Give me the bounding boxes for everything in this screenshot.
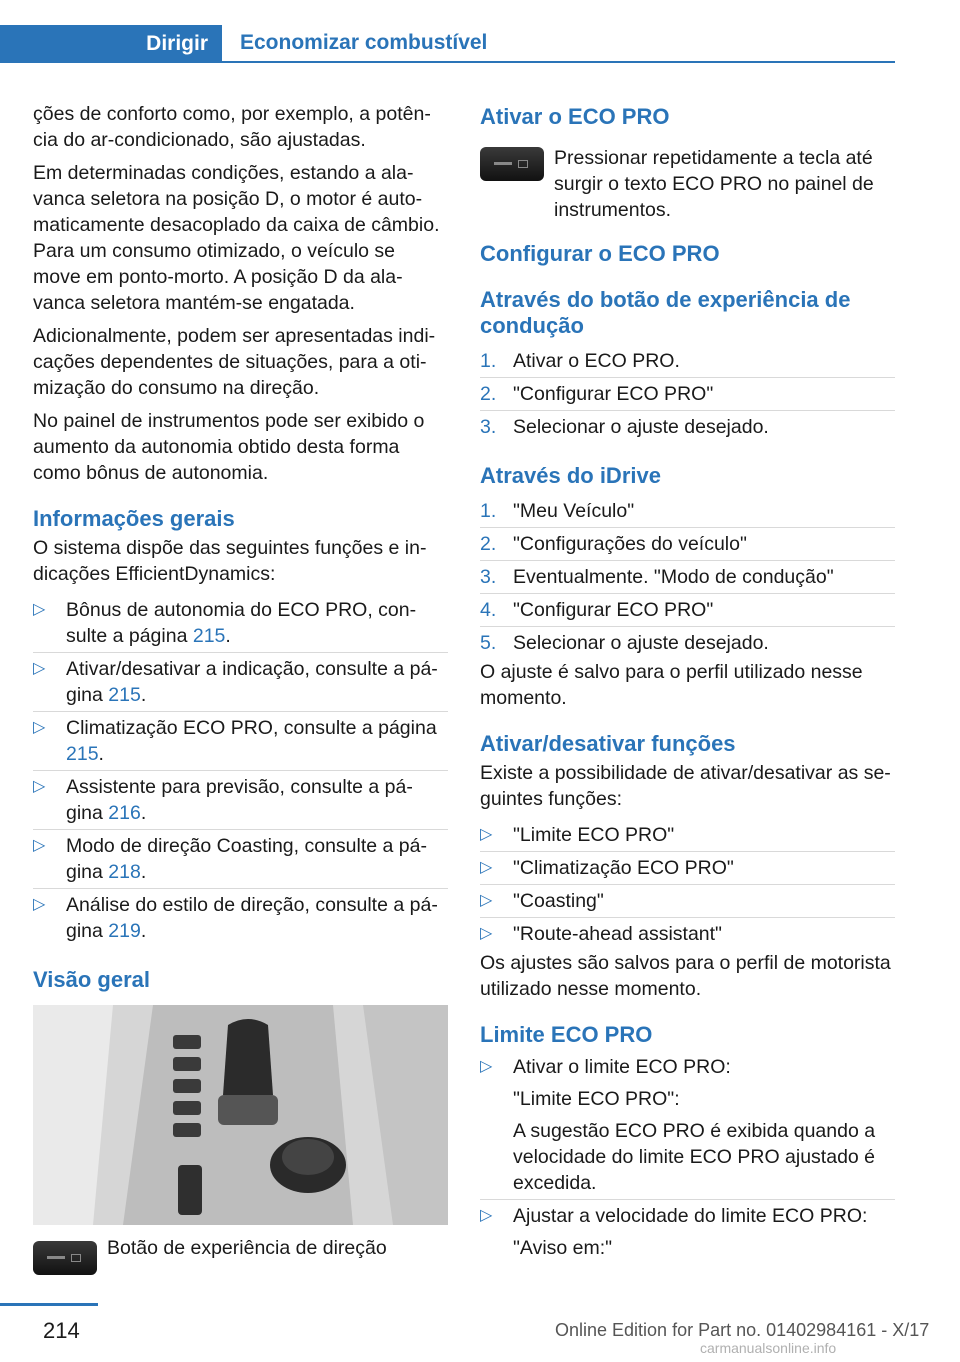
caption-text: Botão de experiência de direção bbox=[107, 1237, 387, 1259]
triangle-bullet-icon: ▷ bbox=[480, 1207, 493, 1224]
heading-botao: Através do botão de experiência de condução bbox=[480, 287, 851, 338]
paragraph: ções de conforto como, por exemplo, a potên‐cia do ar-condicionado, são ajustadas. bbox=[33, 103, 431, 151]
triangle-bullet-icon: ▷ bbox=[480, 1058, 493, 1075]
triangle-bullet-icon: ▷ bbox=[33, 896, 46, 913]
triangle-bullet-icon: ▷ bbox=[480, 826, 493, 843]
triangle-bullet-icon: ▷ bbox=[480, 925, 493, 942]
paragraph: Existe a possibilidade de ativar/desativar as se‐guintes funções: bbox=[480, 762, 891, 810]
heading-funcoes: Ativar/desativar funções bbox=[480, 731, 736, 756]
footer-rule bbox=[0, 1303, 98, 1306]
photo-caption bbox=[33, 1235, 448, 1291]
online-edition: Online Edition for Part no. 01402984161 - X/17 bbox=[555, 1320, 930, 1340]
list-item: 2. "Configurar ECO PRO" bbox=[480, 378, 895, 411]
list-item: 3. Selecionar o ajuste desejado. bbox=[480, 416, 769, 438]
list-item: ▷ "Route-ahead assistant" bbox=[480, 923, 722, 945]
funcoes-list bbox=[480, 819, 895, 950]
watermark: carmanualsonline.info bbox=[700, 1340, 837, 1356]
triangle-bullet-icon: ▷ bbox=[33, 601, 46, 618]
list-item: 4. "Configurar ECO PRO" bbox=[480, 594, 895, 627]
ativar-row bbox=[480, 107, 895, 221]
list-item: 1. "Meu Veículo" bbox=[480, 495, 895, 528]
page-link[interactable]: 215 bbox=[108, 684, 141, 706]
triangle-bullet-icon: ▷ bbox=[33, 837, 46, 854]
list-item: ▷ Climatização ECO PRO, consulte a página 215. bbox=[33, 712, 448, 771]
list-item: 5. Selecionar o ajuste desejado. bbox=[480, 632, 769, 654]
left-column bbox=[33, 101, 448, 1291]
page-number: 214 bbox=[43, 1318, 80, 1343]
list-item: 1. Ativar o ECO PRO. bbox=[480, 345, 895, 378]
list-item: ▷ Ativar/desativar a indicação, consulte a pá‐gina 215. bbox=[33, 653, 448, 712]
driving-experience-button-icon bbox=[33, 1241, 97, 1275]
idrive-steps bbox=[480, 495, 895, 659]
triangle-bullet-icon: ▷ bbox=[33, 719, 46, 736]
triangle-bullet-icon: ▷ bbox=[33, 778, 46, 795]
heading-visao-geral: Visão geral bbox=[33, 967, 150, 992]
list-item: ▷ Modo de direção Coasting, consulte a pá‐gina 218. bbox=[33, 830, 448, 889]
limite-list bbox=[480, 1051, 895, 1264]
triangle-bullet-icon: ▷ bbox=[480, 892, 493, 909]
ativar-text: Pressionar repetidamente a tecla até surgir o texto ECO PRO no painel de instrumentos. bbox=[554, 147, 874, 221]
list-item: ▷ "Coasting" bbox=[480, 885, 895, 918]
right-column bbox=[480, 104, 895, 1264]
paragraph: No painel de instrumentos pode ser exibido o aumento da autonomia obtido desta forma como bônus de autonomia. bbox=[33, 410, 425, 484]
console-photo bbox=[33, 1005, 448, 1225]
triangle-bullet-icon: ▷ bbox=[480, 859, 493, 876]
triangle-bullet-icon: ▷ bbox=[33, 660, 46, 677]
tab-dirigir[interactable]: Dirigir bbox=[0, 25, 222, 63]
page-link[interactable]: 215 bbox=[192, 625, 226, 647]
heading-informacoes: Informações gerais bbox=[33, 506, 235, 531]
list-item: ▷ Análise do estilo de direção, consulte a pá‐gina 219. bbox=[33, 894, 438, 942]
page-link[interactable]: 218 bbox=[108, 861, 141, 883]
heading-ativar-eco-pro: Ativar o ECO PRO bbox=[480, 104, 670, 129]
botao-steps bbox=[480, 345, 895, 443]
list-item: ▷ Ajustar a velocidade do limite ECO PRO: "Aviso em:" bbox=[480, 1205, 868, 1259]
console-illustration bbox=[33, 1005, 448, 1225]
tab-economizar[interactable]: Economizar combustível bbox=[240, 31, 488, 54]
page-link[interactable]: 216 bbox=[108, 802, 141, 824]
paragraph: Adicionalmente, podem ser apresentadas indi‐cações dependentes de situações, para a oti‐mização do consumo na direção. bbox=[33, 325, 436, 399]
list-item: 3. Eventualmente. "Modo de condução" bbox=[480, 561, 895, 594]
list-item: 2. "Configurações do veículo" bbox=[480, 528, 895, 561]
paragraph: Em determinadas condições, estando a ala‐vanca seletora na posição D, o motor é auto‐maticamente desacoplado da caixa de câmbio. Para um consumo otimizado, o veículo se move em ponto-morto. A posição D da ala‐vanca seletora mantém-se engatada. bbox=[33, 162, 440, 314]
list-item: ▷ Ativar o limite ECO PRO: "Limite ECO PRO": A sugestão ECO PRO é exibida quando a velocidade do limite ECO PRO ajustado é excedida. bbox=[480, 1051, 895, 1200]
heading-limite: Limite ECO PRO bbox=[480, 1022, 653, 1047]
info-list bbox=[33, 594, 448, 947]
page-header bbox=[0, 25, 895, 63]
page-link[interactable]: 215 bbox=[66, 743, 99, 765]
list-item: ▷ Assistente para previsão, consulte a pá‐gina 216. bbox=[33, 771, 448, 830]
header-rule bbox=[0, 61, 895, 63]
paragraph: O sistema dispõe das seguintes funções e in‐dicações EfficientDynamics: bbox=[33, 537, 427, 585]
list-item: ▷ Bônus de autonomia do ECO PRO, con‐sulte a página 215. bbox=[33, 594, 448, 653]
heading-idrive: Através do iDrive bbox=[480, 463, 661, 488]
paragraph: Os ajustes são salvos para o perfil de motorista utilizado nesse momento. bbox=[480, 952, 891, 1000]
list-item: ▷ "Limite ECO PRO" bbox=[480, 819, 895, 852]
page-link[interactable]: 219 bbox=[108, 920, 141, 942]
paragraph: O ajuste é salvo para o perfil utilizado nesse momento. bbox=[480, 661, 863, 709]
heading-configurar: Configurar o ECO PRO bbox=[480, 241, 720, 266]
list-item: ▷ "Climatização ECO PRO" bbox=[480, 852, 895, 885]
